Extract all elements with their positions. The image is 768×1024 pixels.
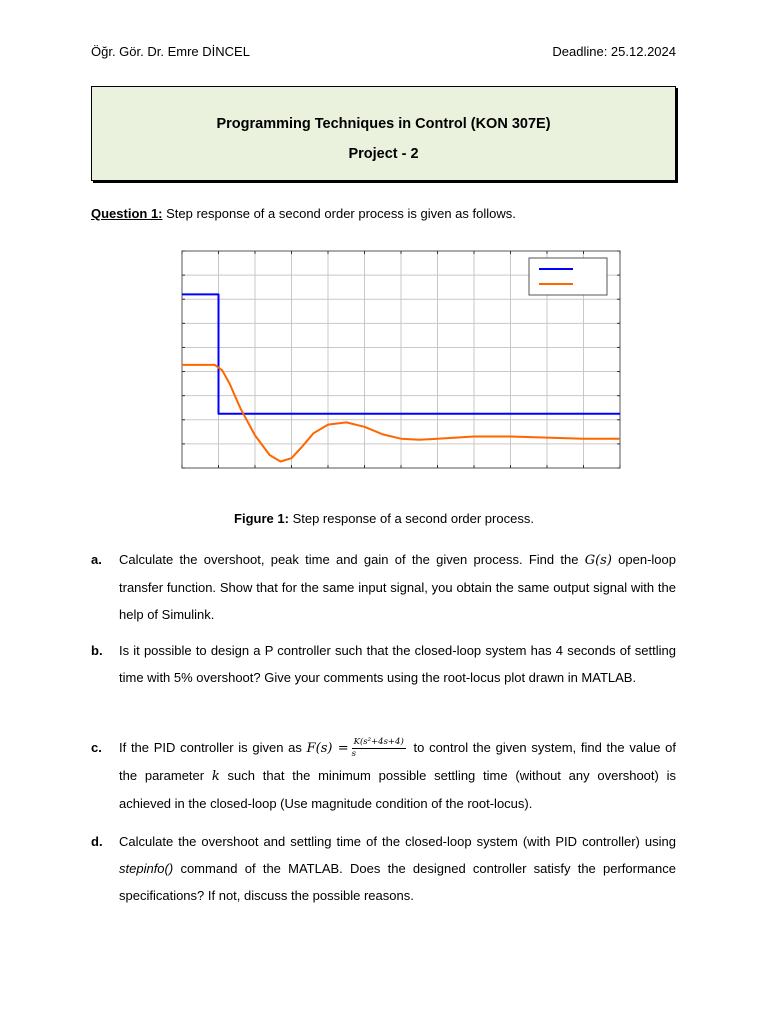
question-item-a [91, 546, 676, 628]
question-item-d [91, 828, 676, 909]
item-text-part: open-loop transfer function. Show that for the same input signal, you obtain the same output signal with the help of Simulink. [119, 552, 676, 622]
command-name: stepinfo() [119, 861, 174, 876]
figure-caption [0, 511, 768, 526]
item-letter: c. [91, 740, 102, 755]
page-header [91, 44, 676, 59]
item-text-part: Calculate the overshoot and settling time of the closed-loop system (with PID controller) using [119, 834, 676, 849]
step-response-chart [178, 249, 624, 472]
item-text [119, 734, 676, 817]
course-title: Programming Techniques in Control (KON 307E) [216, 116, 551, 132]
item-text [119, 828, 676, 909]
question-heading [91, 206, 516, 221]
question-item-c [91, 734, 676, 817]
fraction-numerator: K(s²+4s+4) [353, 737, 404, 748]
instructor-name: Öğr. Gör. Dr. Emre DİNCEL [91, 44, 250, 59]
math-expression: G(s) [584, 553, 612, 568]
question-item-b [91, 637, 676, 691]
item-text-part: Is it possible to design a P controller such that the closed-loop system has 4 seconds of settling time with 5% overshoot? Give your comments using the root-locus plot drawn in MATLAB. [119, 643, 676, 685]
item-text [119, 546, 676, 628]
project-title: Project - 2 [348, 146, 419, 162]
legend-box [529, 258, 607, 295]
item-text-part: If the PID controller is given as [119, 740, 307, 755]
item-letter: b. [91, 643, 103, 658]
question-label: Question 1: [91, 206, 163, 221]
fraction [352, 737, 406, 760]
fraction-denominator: s [351, 749, 356, 760]
item-text-part: to control the given system, find the value of the parameter [119, 740, 676, 783]
item-text-part: Calculate the overshoot, peak time and gain of the given process. Find the [119, 552, 585, 567]
step-response-figure [178, 249, 624, 472]
figure-label: Figure 1: [234, 511, 289, 526]
deadline-text: Deadline: 25.12.2024 [552, 44, 676, 59]
question-text: Step response of a second order process is given as follows. [162, 206, 516, 221]
item-text-part: command of the MATLAB. Does the designed controller satisfy the performance specifications? If not, discuss the possible reasons. [119, 861, 676, 903]
math-variable: k [211, 769, 220, 784]
math-expression: F(s) = [306, 741, 349, 756]
item-letter: d. [91, 834, 103, 849]
item-text-part: such that the minimum possible settling time (without any overshoot) is achieved in the closed-loop (Use magnitude condition of the root-locus). [119, 768, 677, 811]
figure-caption-text: Step response of a second order process. [288, 511, 534, 526]
item-text [119, 637, 676, 691]
title-box [91, 86, 676, 181]
item-letter: a. [91, 552, 102, 567]
